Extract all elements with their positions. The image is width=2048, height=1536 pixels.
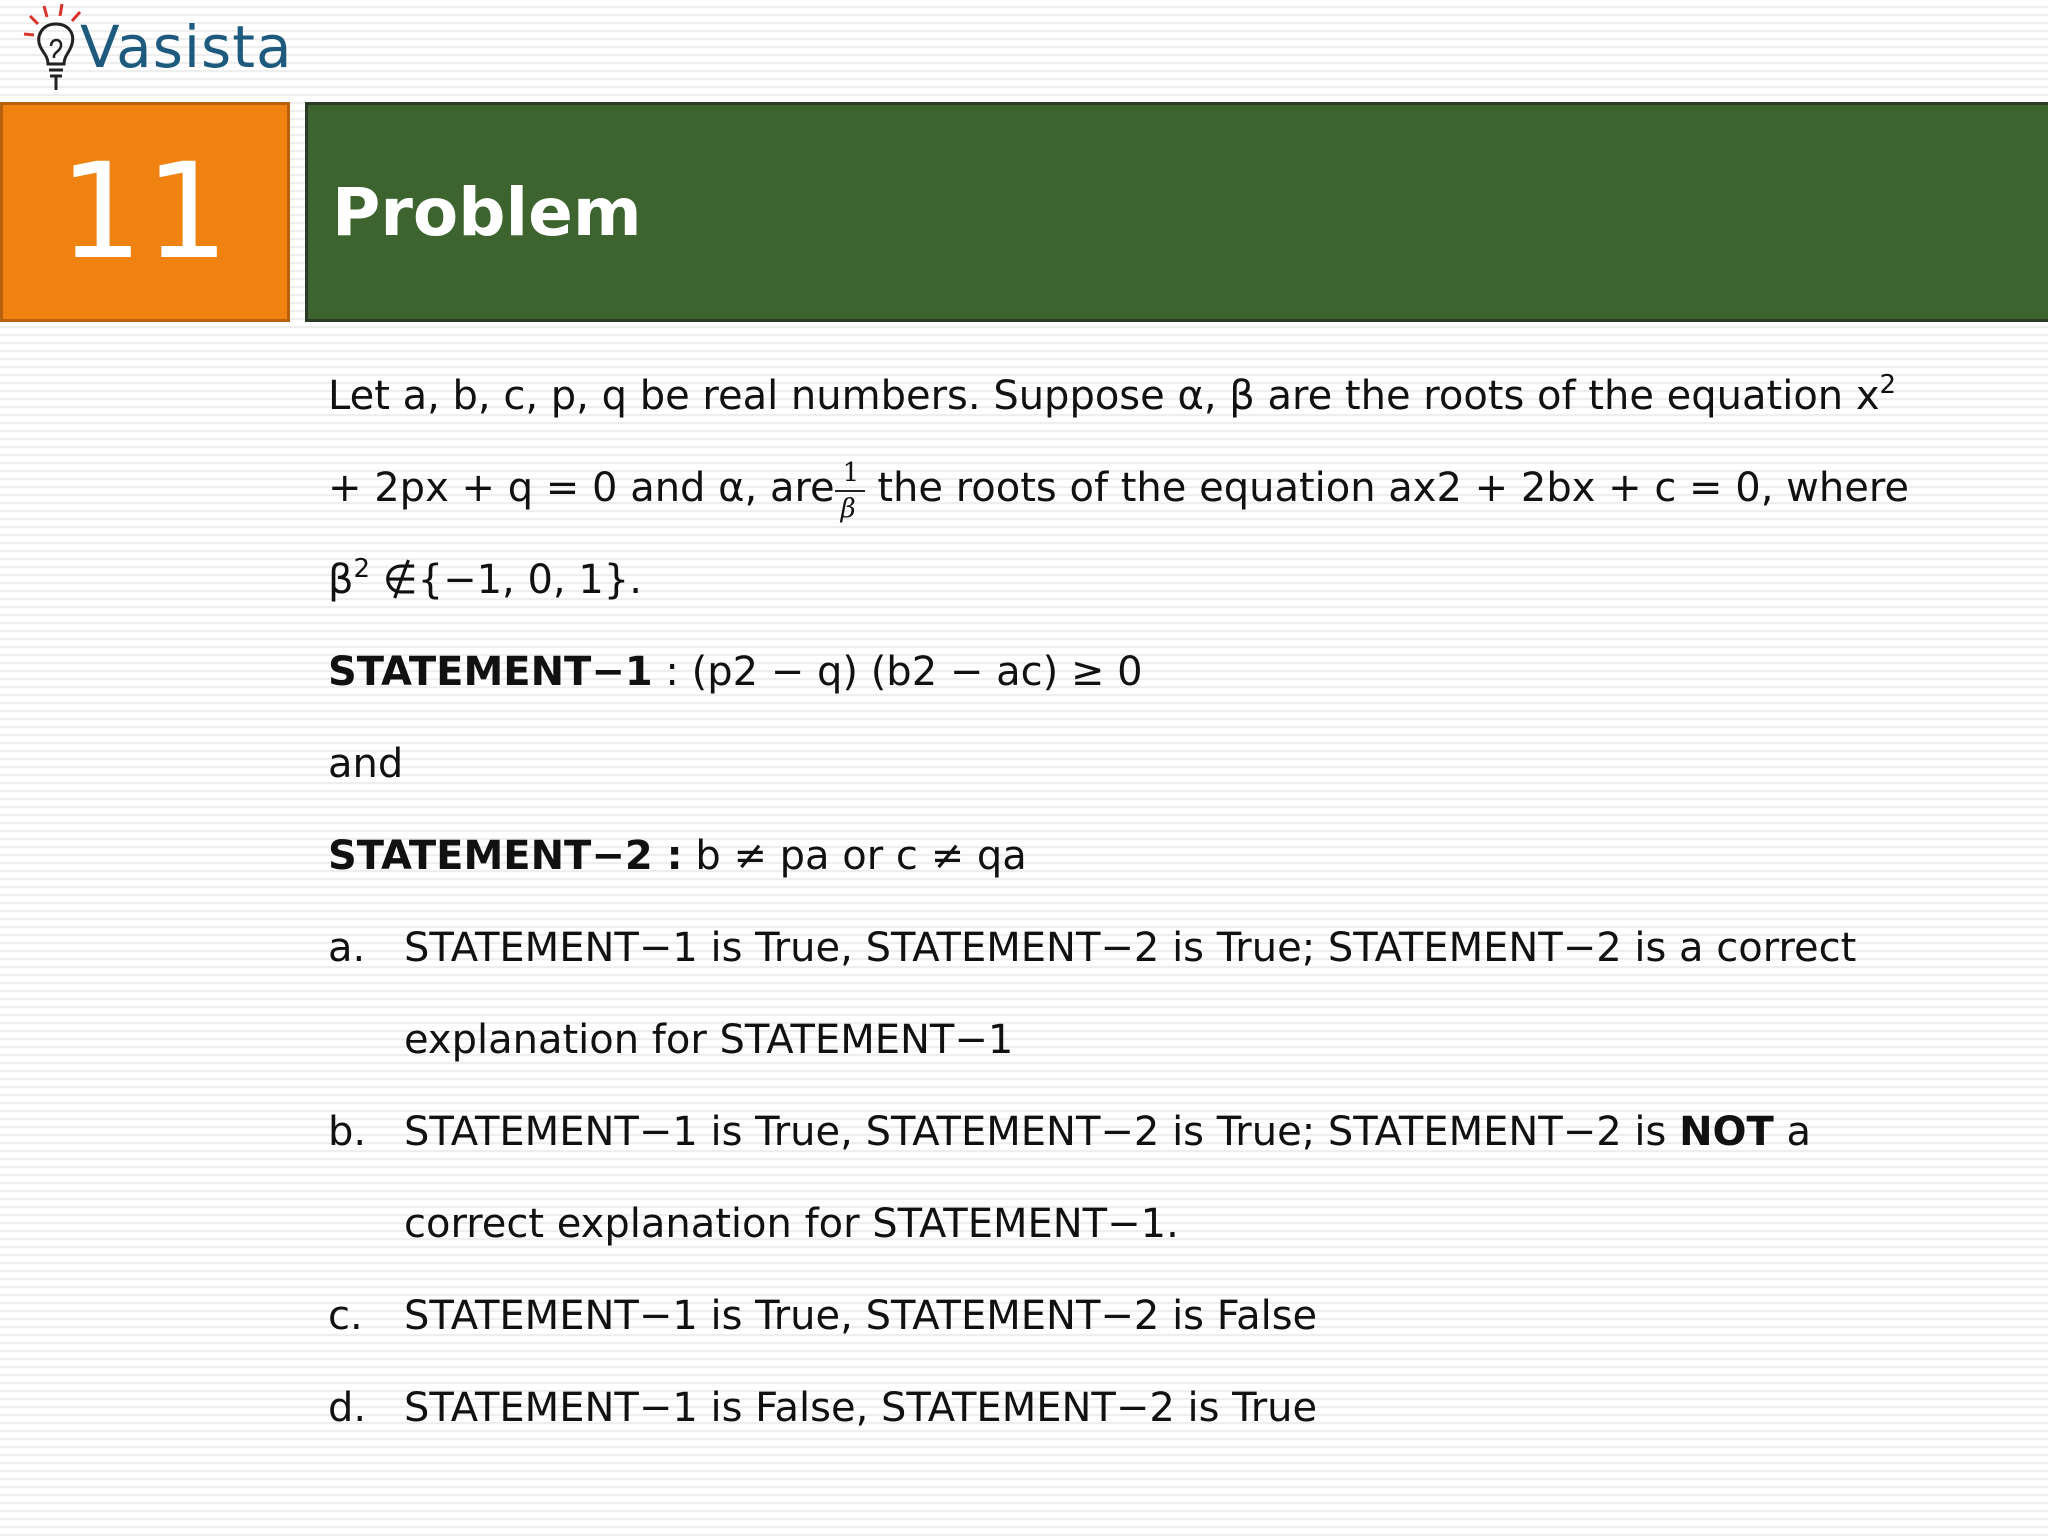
slide-number-box <box>0 102 290 322</box>
option-text: STATEMENT−1 is False, STATEMENT−2 is True <box>404 1385 1318 1431</box>
option-a[interactable] <box>328 902 1988 994</box>
option-text <box>404 1086 1811 1178</box>
option-text: STATEMENT−1 is True, STATEMENT−2 is True; STATEMENT−2 is a correct <box>404 925 1857 971</box>
problem-line-2 <box>328 442 1988 534</box>
problem-text: + 2px + q = 0 and α, are <box>328 465 835 511</box>
option-letter: a. <box>328 925 366 971</box>
fraction-denominator: β <box>840 494 856 524</box>
problem-content <box>328 350 1988 1454</box>
problem-text: ∉{−1, 0, 1}. <box>370 557 642 603</box>
beta-symbol: β <box>328 557 354 603</box>
vasista-logo <box>22 2 292 98</box>
statement-2-label: STATEMENT−2 : <box>328 833 683 879</box>
and-connector: and <box>328 741 404 787</box>
statement-1-label: STATEMENT−1 <box>328 649 653 695</box>
statement-1-text: : (p2 − q) (b2 − ac) ≥ 0 <box>652 649 1143 695</box>
logo-text: Vasista <box>80 13 293 81</box>
superscript: 2 <box>353 554 371 584</box>
option-d[interactable] <box>328 1362 1988 1454</box>
option-text: STATEMENT−1 is True, STATEMENT−2 is False <box>404 1293 1318 1339</box>
statement-2 <box>328 810 1988 902</box>
slide-title: Problem <box>332 173 642 251</box>
option-letter: d. <box>328 1385 367 1431</box>
option-a-continuation: explanation for STATEMENT−1 <box>404 1017 1014 1063</box>
option-b-continuation: correct explanation for STATEMENT−1. <box>404 1201 1179 1247</box>
option-letter: c. <box>328 1293 363 1339</box>
option-emphasis: NOT <box>1679 1109 1774 1155</box>
option-c[interactable] <box>328 1270 1988 1362</box>
problem-text: the roots of the equation ax2 + 2bx + c = 0, where <box>864 465 1909 511</box>
problem-line-1 <box>328 350 1988 442</box>
statement-1 <box>328 626 1988 718</box>
superscript: 2 <box>1879 370 1897 400</box>
option-b[interactable] <box>328 1086 1988 1178</box>
option-letter: b. <box>328 1109 367 1155</box>
fraction-numerator: 1 <box>842 458 860 488</box>
fraction-one-over-beta <box>835 442 865 534</box>
slide-number: 11 <box>59 135 231 289</box>
problem-line-3 <box>328 534 1988 626</box>
fraction-bar <box>835 490 865 492</box>
statement-2-text: b ≠ pa or c ≠ qa <box>682 833 1027 879</box>
option-text-part: STATEMENT−1 is True, STATEMENT−2 is True; STATEMENT−2 is <box>404 1109 1680 1155</box>
option-text-part: a <box>1773 1109 1812 1155</box>
title-bar <box>305 102 2048 322</box>
problem-text: Let a, b, c, p, q be real numbers. Suppose α, β are the roots of the equation x <box>328 373 1880 419</box>
